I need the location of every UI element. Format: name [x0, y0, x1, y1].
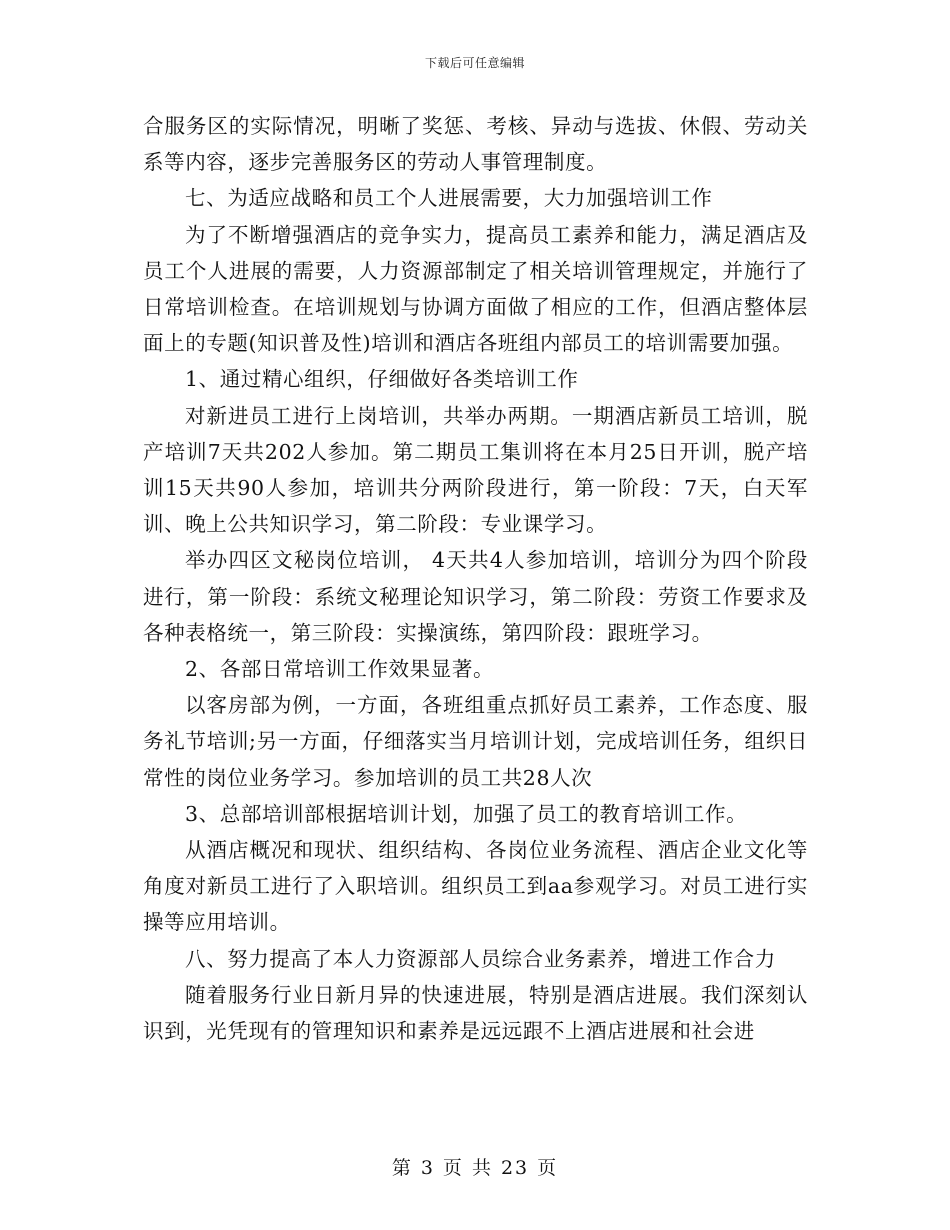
footer-suffix: 页 — [537, 1157, 559, 1179]
paragraph: 举办四区文秘岗位培训， 4天共4人参加培训，培训分为四个阶段进行，第一阶段：系统文秘理论知识学习，第二阶段：劳资工作要求及各种表格统一，第三阶段：实操演练，第四阶段：跟班学习。 — [143, 548, 808, 645]
total-pages: 23 — [500, 1157, 530, 1179]
paragraph: 以客房部为例，一方面，各班组重点抓好员工素养，工作态度、服务礼节培训;另一方面，仔细落实当月培训计划，完成培训任务，组织日常性的岗位业务学习。参加培训的员工共28人次 — [143, 693, 808, 790]
paragraph: 随着服务行业日新月异的快速进展，特别是酒店进展。我们深刻认识到，光凭现有的管理知识和素养是远远跟不上酒店进展和社会进 — [143, 982, 808, 1044]
footer-middle: 页 共 — [442, 1157, 493, 1179]
subsection-heading: 1、通过精心组织，仔细做好各类培训工作 — [185, 367, 579, 392]
page-header: 下载后可任意编辑 — [424, 56, 525, 70]
subsection-heading: 2、各部日常培训工作效果显著。 — [185, 657, 495, 682]
document-body — [143, 108, 808, 1049]
section-heading: 八、努力提高了本人力资源部人员综合业务素养，增进工作合力 — [185, 946, 776, 971]
subsection-heading: 3、总部培训部根据培训计划，加强了员工的教育培训工作。 — [185, 801, 748, 826]
footer-prefix: 第 — [391, 1157, 413, 1179]
paragraph: 从酒店概况和现状、组织结构、各岗位业务流程、酒店企业文化等角度对新员工进行了入职培训。组织员工到aa参观学习。对员工进行实操等应用培训。 — [143, 838, 808, 935]
page-footer — [0, 1153, 950, 1180]
paragraph: 对新进员工进行上岗培训，共举办两期。一期酒店新员工培训，脱产培训7天共202人参加。第二期员工集训将在本月25日开训，脱产培训15天共90人参加，培训共分两阶段进行，第一阶段：7天，白天军训、晚上公共知识学习，第二阶段：专业课学习。 — [143, 403, 808, 537]
section-heading: 七、为适应战略和员工个人进展需要，大力加强培训工作 — [185, 186, 713, 211]
page-number: 3 — [420, 1157, 435, 1179]
paragraph: 合服务区的实际情况，明晰了奖惩、考核、异动与选拔、休假、劳动关系等内容，逐步完善服务区的劳动人事管理制度。 — [143, 114, 808, 175]
paragraph: 为了不断增强酒店的竞争实力，提高员工素养和能力，满足酒店及员工个人进展的需要，人力资源部制定了相关培训管理规定，并施行了日常培训检查。在培训规划与协调方面做了相应的工作，但酒店整体层面上的专题(知识普及性)培训和酒店各班组内部员工的培训需要加强。 — [143, 222, 808, 356]
